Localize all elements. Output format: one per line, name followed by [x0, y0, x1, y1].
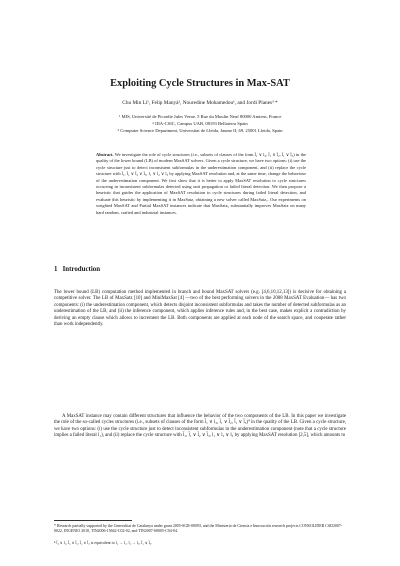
affiliation-mark: 1 — [118, 114, 121, 118]
abstract — [96, 152, 306, 216]
affiliation-3 — [60, 128, 340, 134]
body-paragraph-1 — [54, 283, 346, 335]
footnote-2: ⁴ l̄₁ ∨ l₂, l̄₁ ∨ l̄₂, l̄₂ ∨ l̄₃ is equivalent to l₁ → l₂, l₁ → l₃, l̄₂ ∨ l̄₃. — [54, 540, 153, 545]
affiliation-mark: 2 — [152, 121, 155, 125]
abstract-label: Abstract. — [96, 152, 114, 157]
body-paragraph-2 — [54, 407, 346, 446]
affiliation-text: IIIA-CSIC, Campus UAB, 08193 Bellaterra Spain — [155, 121, 248, 126]
section-title: Introduction — [62, 266, 101, 273]
paragraph-text: A MaxSAT instance may contain different structures that influence the behavior of the two components of the LB. In this paper we investigate the role of the so-called cycles structures (i.e., subsets of clauses of the form l̄₁ ∨ l₂, l̄₁ ∨ l̄₂, l̄₁ ∨ l̄₃)⁴ in the quality of the LB. Given a cycle structure, we have two options: (i) use the cycle structure just to detect inconsistent subformulas in the underestimation component (note that a cycle structure implies a failed literal l₁), and (ii) replace the cycle structure with l̄₁, l̄₁ ∨ l̄₂ ∨ l̄₃, l₁ ∨ l₂ ∨ l₃ by applying MaxSAT resolution [2,5], which amounts to — [54, 413, 346, 439]
author-list: Chu Min Li¹, Felip Manyà², Nouredine Mohamedou¹, and Jordi Planes³ * — [122, 100, 278, 106]
abstract-text: We investigate the role of cycle structures (i.e., subsets of clauses of the form l̄₁ ∨ l₂, l̄₁ ∨ l̄₂, l̄₁ ∨ l̄₃) in the quality of the lower bound (LB) of modern MaxSAT solvers. Given a cycle structure, we have two options: (i) use the cycle structure just to detect inconsistent subformulas in the underestimation component, and (ii) replace the cycle structure with l̄₁, l̄₁ ∨ l̄₂ ∨ l̄₃, l₁ ∨ l₂ ∨ l₃ by applying MaxSAT resolution and, at the same time, change the behaviour of the underestimation component. We first show that it is better to apply MaxSAT resolution to cycle structures occurring in inconsistent subformulas detected using unit propagation or failed literal detection. We then propose a heuristic that guides the application of MaxSAT resolution to cycle structures during failed literal detection, and evaluate this heuristic by implementing it in MaxSatz, obtaining a new solver called MaxSatz꜀. Our experiments on weighted MaxSAT and Partial MaxSAT instances indicate that MaxSatz꜀ substantially improves MaxSatz on many hard random, crafted and industrial instances. — [96, 152, 307, 215]
affiliation-2 — [60, 121, 340, 127]
affiliation-1 — [60, 114, 340, 120]
paragraph-text: The lower bound (LB) computation method implemented in branch and bound MaxSAT solvers (e.g. [4,6,10,12,13]) is decisive for obtaining a competitive solver. The LB of MaxSatz [10] and MiniMaxSat [4] —two of the best performing solvers in the 2008 MaxSAT Evaluation— has two components: (i) the underestimation component, which detects disjoint inconsistent subformulas and takes the number of detected subformulas as an underestimation of the LB, and (ii) the inference component, which applies inference rules and, in the best case, makes explicit a contradiction by deriving an empty clause which allows to increment the LB. Both components are applied at each node of the search space, and cooperate rather than work independently. — [54, 289, 346, 328]
section-heading — [54, 266, 100, 273]
footnote-1: * Research partially supported by the Generalitat de Catalunya under grant 2005-SGR-00093, and the Ministerio de Ciencia e Innovación research projects CONSOLIDER CSD2007-0022, INGENIO 2010, TIN2006-15662-C02-02, and TIN2007-68005-C04-04. — [54, 523, 343, 534]
section-number: 1 — [54, 266, 58, 273]
footnote-divider — [54, 520, 132, 521]
affiliation-text: MIS, Université de Picardie Jules Verne, 5 Rue du Moulin Neuf 80000 Amiens, France — [121, 114, 282, 119]
affiliation-mark: 3 — [117, 128, 120, 132]
paper-title: Exploiting Cycle Structures in Max-SAT — [110, 78, 290, 89]
affiliation-text: Computer Science Department, Universitat de Lleida, Jaume II, 69, 25001 Lleida, Spain — [120, 128, 283, 133]
